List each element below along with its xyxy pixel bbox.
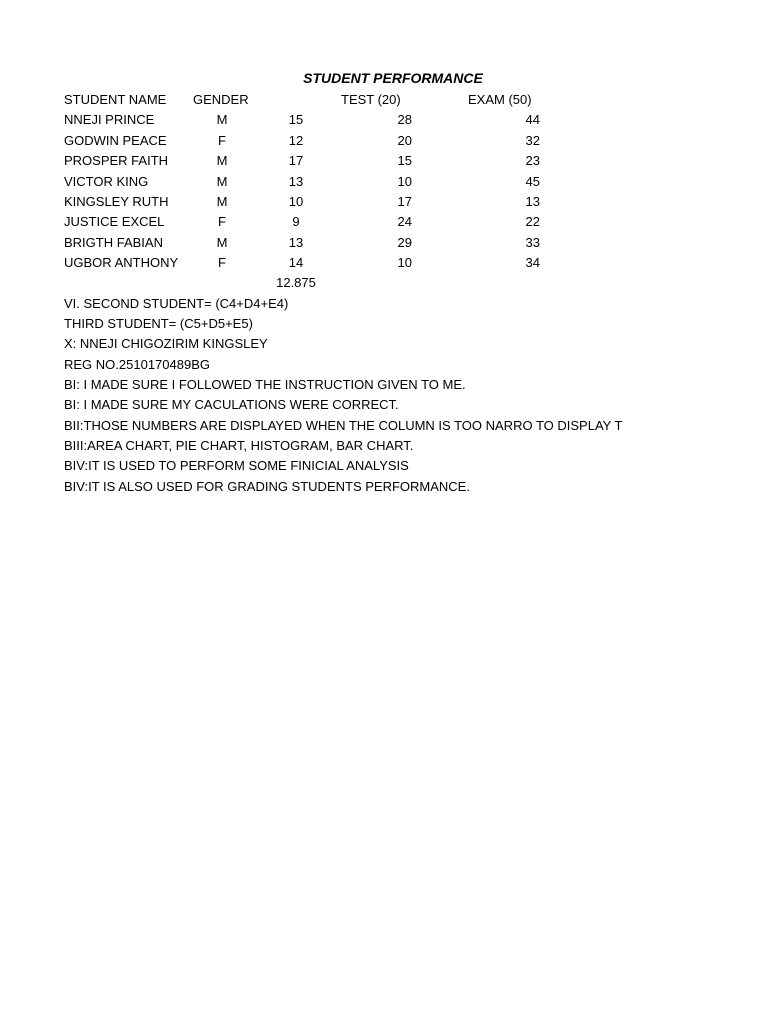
average-value: 12.875 xyxy=(276,275,316,290)
header-exam: EXAM (50) xyxy=(468,92,532,107)
row-1-col-d: 28 xyxy=(397,112,412,127)
row-2-col-c: 12 xyxy=(288,133,304,148)
row-7-gender: M xyxy=(216,235,228,250)
row-7-name: BRIGTH FABIAN xyxy=(64,235,163,250)
header-student-name: STUDENT NAME xyxy=(64,92,167,107)
row-3-name: PROSPER FAITH xyxy=(64,153,169,168)
row-2-gender: F xyxy=(218,133,226,148)
row-8-name: UGBOR ANTHONY xyxy=(64,255,179,270)
row-1-col-e: 44 xyxy=(525,112,540,127)
row-5-col-d: 17 xyxy=(397,194,412,209)
row-6-col-c: 9 xyxy=(292,214,300,229)
row-3-gender: M xyxy=(216,153,228,168)
row-5-col-e: 13 xyxy=(525,194,540,209)
row-4-name: VICTOR KING xyxy=(64,174,149,189)
row-5-name: KINGSLEY RUTH xyxy=(64,194,169,209)
row-5-gender: M xyxy=(216,194,228,209)
note-line-10: BIV:IT IS ALSO USED FOR GRADING STUDENTS PERFORMANCE. xyxy=(64,479,470,494)
row-6-name: JUSTICE EXCEL xyxy=(64,214,165,229)
row-2-name: GODWIN PEACE xyxy=(64,133,167,148)
note-line-4: REG NO.2510170489BG xyxy=(64,357,210,372)
row-6-gender: F xyxy=(218,214,226,229)
note-line-3: X: NNEJI CHIGOZIRIM KINGSLEY xyxy=(64,336,268,351)
row-3-col-d: 15 xyxy=(397,153,412,168)
note-line-6: BI: I MADE SURE MY CACULATIONS WERE CORRECT. xyxy=(64,397,399,412)
row-8-gender: F xyxy=(218,255,226,270)
row-7-col-d: 29 xyxy=(397,235,412,250)
row-6-col-d: 24 xyxy=(397,214,412,229)
note-line-5: BI: I MADE SURE I FOLLOWED THE INSTRUCTION GIVEN TO ME. xyxy=(64,377,466,392)
row-7-col-e: 33 xyxy=(525,235,540,250)
row-8-col-d: 10 xyxy=(397,255,412,270)
row-7-col-c: 13 xyxy=(288,235,304,250)
header-test: TEST (20) xyxy=(341,92,401,107)
row-5-col-c: 10 xyxy=(288,194,304,209)
note-line-9: BIV:IT IS USED TO PERFORM SOME FINICIAL ANALYSIS xyxy=(64,458,409,473)
note-line-8: BIII:AREA CHART, PIE CHART, HISTOGRAM, BAR CHART. xyxy=(64,438,414,453)
row-1-col-c: 15 xyxy=(288,112,304,127)
row-3-col-e: 23 xyxy=(525,153,540,168)
row-2-col-e: 32 xyxy=(525,133,540,148)
note-line-7: BII:THOSE NUMBERS ARE DISPLAYED WHEN THE COLUMN IS TOO NARRO TO DISPLAY T xyxy=(64,418,623,433)
row-6-col-e: 22 xyxy=(525,214,540,229)
note-line-1: VI. SECOND STUDENT= (C4+D4+E4) xyxy=(64,296,289,311)
row-2-col-d: 20 xyxy=(397,133,412,148)
row-1-gender: M xyxy=(216,112,228,127)
note-line-2: THIRD STUDENT= (C5+D5+E5) xyxy=(64,316,253,331)
row-3-col-c: 17 xyxy=(288,153,304,168)
row-4-gender: M xyxy=(216,174,228,189)
row-8-col-c: 14 xyxy=(288,255,304,270)
row-4-col-d: 10 xyxy=(397,174,412,189)
header-gender: GENDER xyxy=(193,92,249,107)
row-4-col-e: 45 xyxy=(525,174,540,189)
row-1-name: NNEJI PRINCE xyxy=(64,112,155,127)
page-title: STUDENT PERFORMANCE xyxy=(303,70,483,86)
row-8-col-e: 34 xyxy=(525,255,540,270)
row-4-col-c: 13 xyxy=(288,174,304,189)
